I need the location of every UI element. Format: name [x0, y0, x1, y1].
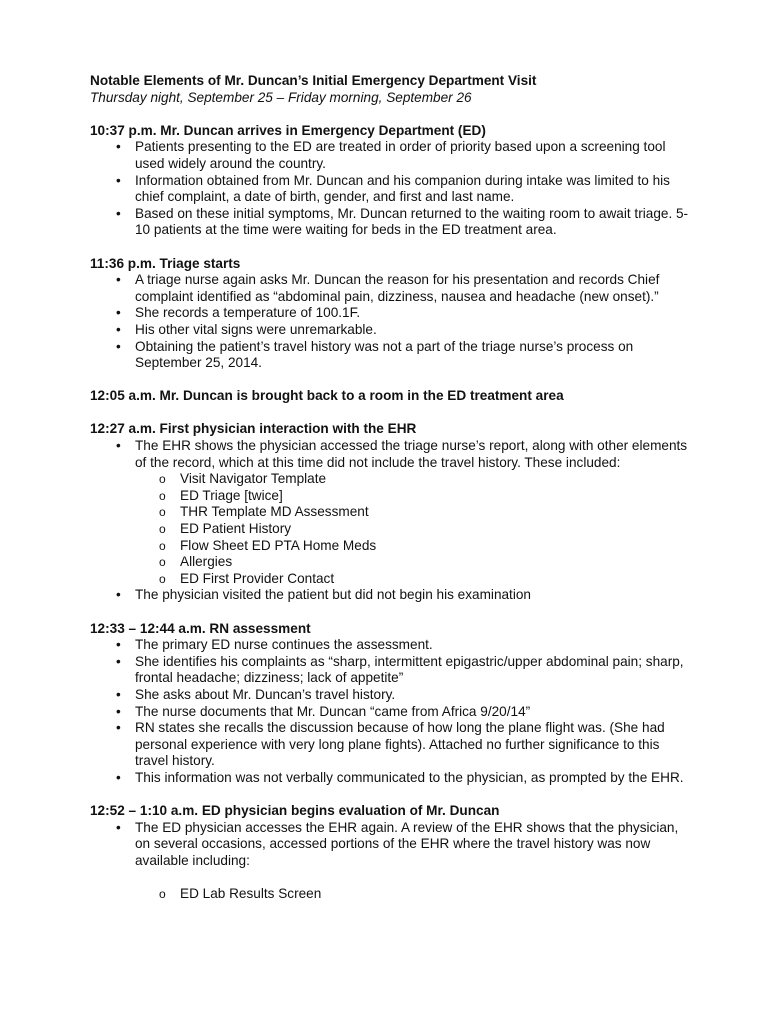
- section-triage: [90, 256, 690, 372]
- list-item: • The nurse documents that Mr. Duncan “came from Africa 9/20/14”: [90, 704, 690, 721]
- spacer: [135, 870, 690, 887]
- list-item: • The physician visited the patient but did not begin his examination: [90, 587, 690, 604]
- list-item: [90, 438, 690, 587]
- document-title: Notable Elements of Mr. Duncan’s Initial Emergency Department Visit: [90, 73, 537, 88]
- sub-list-item: o ED Triage [twice]: [135, 488, 690, 505]
- sub-list-item: o Allergies: [135, 554, 690, 571]
- sub-list: [135, 886, 690, 903]
- section-physician-ehr: [90, 421, 690, 604]
- list-item-text: The EHR shows the physician accessed the triage nurse’s report, along with other elements of the record, which at this time did not include the travel history. These included:: [135, 438, 688, 470]
- sub-list-item: o THR Template MD Assessment: [135, 504, 690, 521]
- list-item: [90, 820, 690, 903]
- list-item: • A triage nurse again asks Mr. Duncan the reason for his presentation and records Chief complaint identified as “abdominal pain, dizziness, nausea and headache (new onset).”: [90, 272, 690, 305]
- bullet-list: [90, 139, 690, 239]
- section-heading: 12:33 – 12:44 a.m. RN assessment: [90, 620, 311, 636]
- list-item: • Obtaining the patient’s travel history was not a part of the triage nurse’s process on September 25, 2014.: [90, 339, 690, 372]
- list-item: • The primary ED nurse continues the assessment.: [90, 637, 690, 654]
- bullet-list: [90, 637, 690, 786]
- section-heading: 12:05 a.m. Mr. Duncan is brought back to a room in the ED treatment area: [90, 388, 564, 404]
- list-item: • She records a temperature of 100.1F.: [90, 305, 690, 322]
- section-heading: 10:37 p.m. Mr. Duncan arrives in Emergency Department (ED): [90, 122, 486, 138]
- list-item: • Patients presenting to the ED are treated in order of priority based upon a screening tool used widely around the country.: [90, 139, 690, 172]
- sub-list-item: o Visit Navigator Template: [135, 471, 690, 488]
- list-item: • She asks about Mr. Duncan’s travel history.: [90, 687, 690, 704]
- document-page: [90, 73, 690, 903]
- section-heading: 11:36 p.m. Triage starts: [90, 255, 241, 271]
- list-item-text: The ED physician accesses the EHR again. A review of the EHR shows that the physician, on several occasions, accessed portions of the EHR where the travel history was now available including:: [135, 819, 679, 868]
- sub-list-item: o ED Patient History: [135, 521, 690, 538]
- sub-list-item: o Flow Sheet ED PTA Home Meds: [135, 538, 690, 555]
- sub-list-item: o ED Lab Results Screen: [135, 886, 690, 903]
- bullet-list: [90, 272, 690, 372]
- section-physician-evaluation: [90, 803, 690, 903]
- section-heading: 12:27 a.m. First physician interaction with the EHR: [90, 421, 417, 437]
- section-heading: 12:52 – 1:10 a.m. ED physician begins evaluation of Mr. Duncan: [90, 803, 500, 819]
- list-item: • She identifies his complaints as “sharp, intermittent epigastric/upper abdominal pain; sharp, frontal headache; dizziness; lack of appetite”: [90, 654, 690, 687]
- document-subtitle: Thursday night, September 25 – Friday morning, September 26: [90, 89, 472, 105]
- section-rn-assessment: [90, 621, 690, 787]
- bullet-list: [90, 438, 690, 604]
- sub-list-item: o ED First Provider Contact: [135, 571, 690, 588]
- list-item: • RN states she recalls the discussion because of how long the plane flight was. (She had personal experience with very long plane fights). Attached no further significance to this travel history.: [90, 720, 690, 770]
- section-room: [90, 388, 690, 405]
- list-item: • This information was not verbally communicated to the physician, as prompted by the EHR.: [90, 770, 690, 787]
- list-item: • Information obtained from Mr. Duncan and his companion during intake was limited to his chief complaint, a date of birth, gender, and first and last name.: [90, 173, 690, 206]
- section-arrival: [90, 123, 690, 239]
- list-item: • Based on these initial symptoms, Mr. Duncan returned to the waiting room to await triage. 5-10 patients at the time were waiting for beds in the ED treatment area.: [90, 206, 690, 239]
- list-item: • His other vital signs were unremarkable.: [90, 322, 690, 339]
- bullet-list: [90, 820, 690, 903]
- sub-list: [135, 471, 690, 587]
